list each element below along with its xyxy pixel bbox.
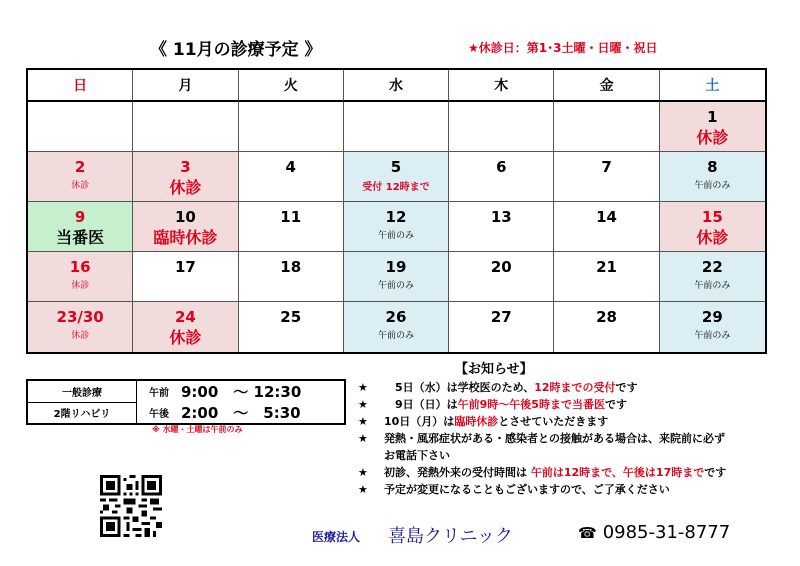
day-cell: [239, 252, 344, 302]
day-number: 17: [174, 258, 196, 276]
day-number: 28: [596, 308, 617, 326]
day-note: 午前のみ: [694, 331, 731, 341]
day-cell: [449, 202, 554, 252]
weekday-tue: 火: [239, 70, 344, 102]
hours-note: ※ 水曜・土曜は午前のみ: [152, 425, 243, 434]
day-cell: [133, 102, 238, 152]
day-cell: [344, 302, 449, 352]
day-cell: [660, 302, 765, 352]
pm-time: 2:00 ～ 5:30: [181, 404, 301, 422]
notice-text: [384, 397, 627, 413]
notice-text: [384, 482, 670, 498]
weekday-wed: 水: [344, 70, 449, 102]
day-cell: [28, 252, 133, 302]
day-number: 29: [701, 308, 723, 326]
notice-title: 【お知らせ】: [455, 362, 533, 377]
day-note: 受付 12時まで: [362, 182, 430, 193]
notice-segment: 発熱・風邪症状がある・感染者との接触がある場合は、来院前に必ず: [384, 432, 725, 445]
day-cell: [133, 202, 238, 252]
notice-list: [358, 380, 778, 499]
day-cell: [554, 202, 659, 252]
notice-item: [358, 465, 778, 481]
day-number: 7: [601, 158, 612, 176]
day-cell: [449, 252, 554, 302]
star-icon: [358, 448, 384, 464]
day-cell: [133, 152, 238, 202]
day-cell: [28, 302, 133, 352]
pm-label: 午後: [149, 409, 169, 420]
day-number: 15: [701, 208, 723, 226]
notice-highlight: 12時までの受付: [534, 381, 616, 394]
am-row: [137, 381, 344, 402]
day-cell: [449, 302, 554, 352]
day-number: 11: [280, 208, 302, 226]
day-note: 休診: [169, 178, 202, 197]
day-cell: [660, 252, 765, 302]
am-time: 9:00 ～ 12:30: [181, 383, 302, 401]
day-note: 臨時休診: [153, 228, 218, 247]
notice-highlight: 臨時休診: [454, 415, 499, 428]
day-cell: [449, 102, 554, 152]
weekday-sat: 土: [660, 70, 765, 102]
day-cell: [554, 302, 659, 352]
star-icon: ★: [358, 483, 368, 496]
day-number: 23/30: [56, 308, 104, 326]
day-number: 16: [69, 258, 91, 276]
general-label: 一般診療: [28, 381, 136, 403]
notice-segment: とさせていただきます: [498, 415, 609, 428]
notice-item: [358, 448, 778, 464]
day-number: 24: [174, 308, 196, 326]
day-cell: [239, 302, 344, 352]
day-number: 25: [280, 308, 302, 326]
day-note: 休診: [696, 128, 729, 147]
hours-table: [26, 379, 346, 425]
notice-segment: 9日（日）は: [384, 398, 458, 411]
day-cell: [660, 102, 765, 152]
day-number: 2: [74, 158, 86, 176]
day-number: 26: [385, 308, 407, 326]
day-cell: [554, 102, 659, 152]
rehab-label: 2階リハビリ: [53, 409, 111, 421]
star-icon: ★: [358, 466, 368, 479]
day-number: 22: [701, 258, 723, 276]
am-label: 午前: [149, 388, 169, 399]
notice-segment: 5日（水）は学校医のため、: [384, 381, 535, 394]
day-number: 8: [707, 158, 718, 176]
weekday-thu: 木: [449, 70, 554, 102]
day-number: 18: [280, 258, 302, 276]
notice-segment: 初診、発熱外来の受付時間は: [384, 466, 531, 479]
day-cell: [554, 252, 659, 302]
qr-code: [100, 475, 162, 537]
day-note: 午前のみ: [377, 281, 414, 291]
day-note: 休診: [71, 331, 90, 341]
hours-labels: [28, 381, 137, 423]
phone-number: 0985-31-8777: [602, 522, 731, 543]
day-number: 4: [285, 158, 296, 176]
day-note: 午前のみ: [694, 281, 731, 291]
day-number: 3: [180, 158, 191, 176]
notice-segment: 10日（月）は: [384, 415, 455, 428]
notice-item: [358, 431, 778, 447]
clinic-name: 喜島クリニック: [388, 526, 513, 547]
notice-text: [384, 448, 450, 464]
notice-segment: です: [704, 466, 727, 479]
weekday-fri: 金: [554, 70, 659, 102]
day-cell: [449, 152, 554, 202]
day-number: 1: [707, 108, 718, 126]
phone-icon: ☎: [578, 524, 597, 542]
day-number: 14: [596, 208, 617, 226]
star-icon: ★: [358, 432, 368, 445]
day-number: 27: [490, 308, 512, 326]
day-number: 19: [385, 258, 407, 276]
day-cell: [660, 202, 765, 252]
day-number: 12: [385, 208, 407, 226]
notice-segment: です: [604, 398, 627, 411]
notice-text: [384, 465, 726, 481]
day-cell: [28, 152, 133, 202]
day-cell: [239, 152, 344, 202]
day-cell: [554, 152, 659, 202]
day-note: 当番医: [56, 228, 105, 247]
weekday-sun: 日: [28, 70, 133, 102]
day-note: 休診: [71, 281, 90, 291]
day-cell: [344, 152, 449, 202]
day-number: 13: [490, 208, 512, 226]
day-number: 6: [496, 158, 507, 176]
notice-item: [358, 380, 778, 396]
notice-segment: 予定が変更になることもございますので、ご了承ください: [384, 483, 670, 496]
notice-segment: です: [615, 381, 638, 394]
day-cell: [133, 302, 238, 352]
day-cell: [344, 252, 449, 302]
notice-text: [384, 431, 725, 447]
day-cell: [133, 252, 238, 302]
star-icon: ★: [358, 415, 368, 428]
day-number: 5: [390, 158, 402, 176]
calendar: [26, 68, 767, 354]
notice-text: [384, 380, 638, 396]
notice-item: [358, 482, 778, 498]
day-cell: [344, 202, 449, 252]
notice-segment: お電話下さい: [384, 449, 450, 462]
day-number: 10: [174, 208, 196, 226]
day-note: 休診: [169, 328, 202, 347]
day-number: 20: [490, 258, 512, 276]
hours-rows: [137, 381, 344, 423]
holiday-note: ★休診日：第1･3土曜・日曜・祝日: [468, 41, 658, 55]
day-note: 午前のみ: [377, 231, 414, 241]
day-note: 休診: [696, 228, 729, 247]
day-cell: [28, 202, 133, 252]
star-icon: ★: [358, 381, 368, 394]
notice-item: [358, 414, 778, 430]
day-note: 午前のみ: [694, 181, 731, 191]
day-note: 休診: [71, 181, 90, 191]
footer-org: 医療法人: [312, 530, 361, 544]
day-cell: [660, 152, 765, 202]
day-number: 21: [596, 258, 617, 276]
footer-phone: [578, 522, 730, 543]
day-cell: [28, 102, 133, 152]
notice-text: [384, 414, 608, 430]
day-note: 午前のみ: [377, 331, 414, 341]
day-cell: [239, 102, 344, 152]
day-cell: [239, 202, 344, 252]
weekday-mon: 月: [133, 70, 238, 102]
day-number: 9: [74, 208, 86, 226]
notice-item: [358, 397, 778, 413]
star-icon: ★: [358, 398, 368, 411]
page-title: 《 11月の診療予定 》: [150, 40, 322, 60]
day-cell: [344, 102, 449, 152]
pm-row: [137, 402, 344, 423]
notice-highlight: 午前9時～午後5時まで当番医: [457, 398, 605, 411]
notice-highlight: 午前は12時まで、午後は17時まで: [530, 466, 705, 479]
